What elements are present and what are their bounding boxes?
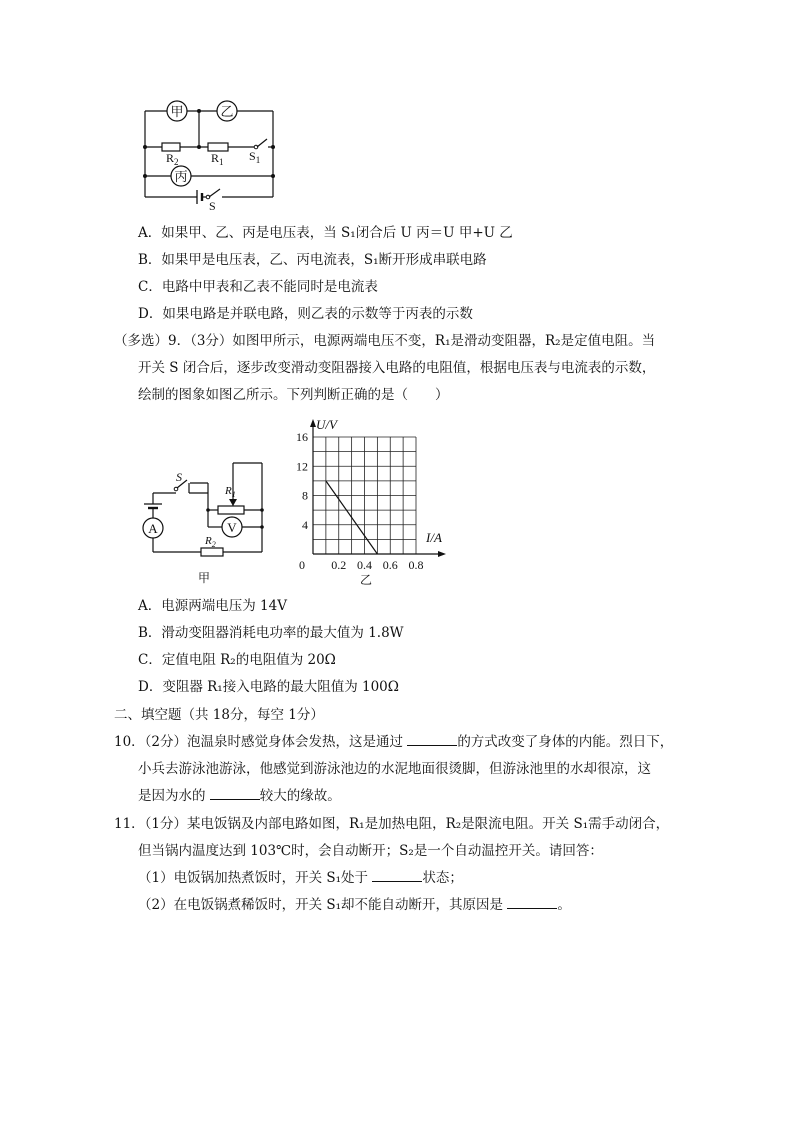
resistor-r2 <box>201 548 223 556</box>
q11-sub1: （1）电饭锅加热煮饭时，开关 S₁处于 状态； <box>138 870 463 886</box>
q11-line2: 但当锅内温度达到 103℃时，会自动断开；S₂是一个自动温控开关。请回答： <box>138 843 603 859</box>
origin-label: 0 <box>299 558 305 572</box>
svg-text:S: S <box>209 199 216 213</box>
q10-line1: 10．（2分）泡温泉时感觉身体会发热，这是通过 的方式改变了身体的内能。烈日下， <box>114 734 674 750</box>
q10-line2: 小兵去游泳池游泳，他感觉到游泳池边的水泥地面很烫脚，但游泳池里的水却很凉，这 <box>138 761 651 777</box>
slider-arrow <box>229 499 237 506</box>
x-tick-label: 0.2 <box>331 558 347 572</box>
q9-stem-line3: 绘制的图象如图乙所示。下列判断正确的是（ ） <box>138 387 449 403</box>
figure-caption-yi: 乙 <box>360 573 373 587</box>
circuit-diagram-2 <box>138 455 278 590</box>
x-axis-arrow <box>438 551 446 557</box>
svg-text:乙: 乙 <box>220 104 234 119</box>
answer-blank[interactable] <box>507 896 557 909</box>
svg-text:R1: $R_1$ <box>211 151 224 167</box>
svg-text:S1: $S_1$ <box>249 149 261 165</box>
q9-option-a: A．电源两端电压为 14V <box>138 598 287 614</box>
answer-blank[interactable] <box>407 733 457 746</box>
answer-blank[interactable] <box>372 869 422 882</box>
resistor-r2 <box>162 143 180 151</box>
q9-stem-line2: 开关 S 闭合后，逐步改变滑动变阻器接入电路的电阻值，根据电压表与电流表的示数， <box>138 360 656 376</box>
q9-option-c: C．定值电阻 R₂的电阻值为 20Ω <box>138 652 336 668</box>
q11-sub2: （2）在电饭锅煮稀饭时，开关 S₁却不能自动断开，其原因是 。 <box>138 897 571 913</box>
x-tick-label: 0.6 <box>382 558 398 572</box>
q8-option-d: D．如果电路是并联电路，则乙表的示数等于丙表的示数 <box>138 306 473 322</box>
switch-s1 <box>254 139 267 149</box>
q9-stem-line1: （多选）9．（3分）如图甲所示，电源两端电压不变，R₁是滑动变阻器，R₂是定值电阻。当 <box>114 333 656 349</box>
section-title: 二、填空题（共 18分，每空 1分） <box>114 707 324 723</box>
q8-option-a: A．如果甲、乙、丙是电压表，当 S₁闭合后 U 丙＝U 甲+U 乙 <box>138 225 513 241</box>
q9-option-d: D．变阻器 R₁接入电路的最大阻值为 100Ω <box>138 679 399 695</box>
x-tick-label: 0.8 <box>408 558 424 572</box>
figure-caption-jia: 甲 <box>198 571 211 585</box>
y-tick-label: 8 <box>302 488 308 503</box>
x-tick-label: 0.4 <box>357 558 372 572</box>
q8-option-c: C．电路中甲表和乙表不能同时是电流表 <box>138 279 378 295</box>
resistor-r1 <box>208 143 228 151</box>
ui-chart <box>288 418 448 588</box>
battery <box>144 504 162 508</box>
y-tick-label: 4 <box>302 517 308 532</box>
y-tick-label: 16 <box>296 430 308 444</box>
x-axis-label: I/A <box>426 530 442 545</box>
svg-text:R2: $R_2$ <box>166 151 179 167</box>
q10-line3: 是因为水的 较大的缘故。 <box>138 788 341 804</box>
q11-line1: 11．（1分）某电饭锅及内部电路如图，R₁是加热电阻，R₂是限流电阻。开关 S₁需手动闭合， <box>114 816 670 832</box>
svg-text:丙: 丙 <box>174 169 188 184</box>
battery <box>197 190 202 204</box>
q8-option-b: B．如果甲是电压表，乙、丙电流表，S₁断开形成串联电路 <box>138 252 487 268</box>
switch-s <box>206 189 220 199</box>
circuit-diagram-1 <box>140 96 280 213</box>
svg-text:S: S <box>176 470 182 484</box>
q9-option-b: B．滑动变阻器消耗电功率的最大值为 1.8W <box>138 625 404 641</box>
svg-text:A: A <box>148 521 158 536</box>
svg-text:甲: 甲 <box>170 104 184 119</box>
svg-text:V: V <box>227 520 237 535</box>
svg-text:R2: $R_2$ <box>205 535 216 549</box>
y-axis-label: U/V <box>316 417 337 432</box>
svg-text:R1: $R_1$ <box>225 485 236 499</box>
rheostat-r1 <box>218 506 244 514</box>
answer-blank[interactable] <box>210 787 260 800</box>
y-tick-label: 12 <box>296 459 308 474</box>
